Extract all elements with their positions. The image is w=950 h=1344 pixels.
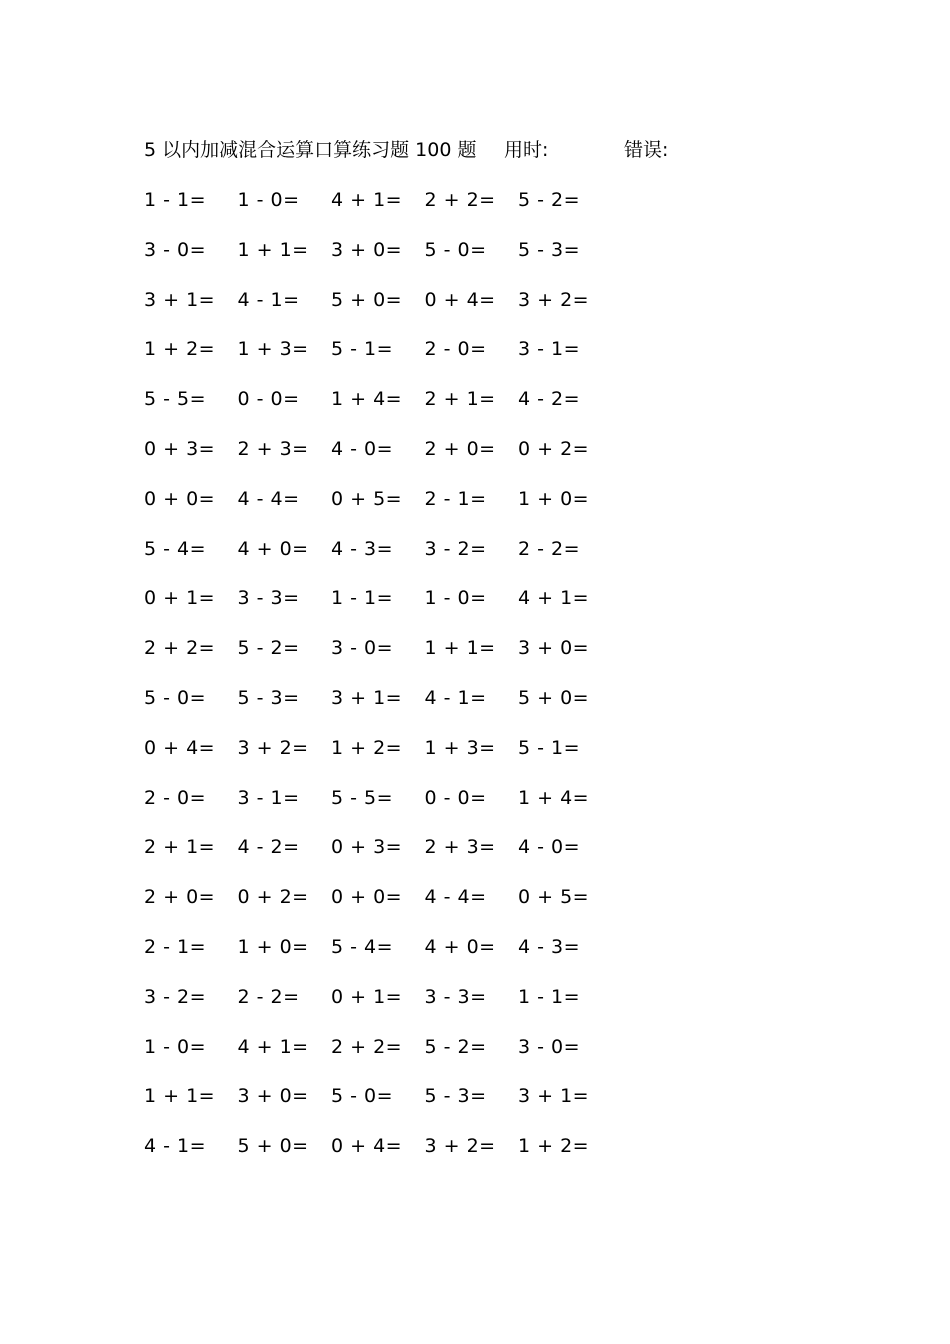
problem-item: 2 + 3=: [237, 437, 309, 460]
problem-item: 2 + 0=: [424, 437, 496, 460]
problem-item: 3 - 1=: [518, 338, 581, 361]
problem-item: 4 - 4=: [237, 487, 300, 510]
problem-item: 4 - 0=: [518, 836, 581, 859]
problem-item: 5 - 4=: [331, 935, 394, 958]
problem-item: 2 - 1=: [144, 935, 207, 958]
problem-row: [144, 385, 644, 435]
problem-item: 5 - 4=: [144, 537, 207, 560]
problem-item: 2 + 1=: [144, 836, 216, 859]
problem-item: 1 + 0=: [518, 487, 590, 510]
problem-row: [144, 435, 644, 485]
problem-row: [144, 833, 644, 883]
problem-item: 3 - 3=: [424, 985, 487, 1008]
problem-row: [144, 933, 644, 983]
problem-item: 5 - 3=: [424, 1085, 487, 1108]
problem-row: [144, 734, 644, 784]
problem-item: 5 - 1=: [518, 736, 581, 759]
problem-item: 2 - 1=: [424, 487, 487, 510]
problem-item: 3 + 1=: [331, 686, 403, 709]
problem-row: [144, 584, 644, 634]
problem-item: 0 + 4=: [144, 736, 216, 759]
problem-item: 1 + 3=: [424, 736, 496, 759]
problem-item: 4 - 1=: [424, 686, 487, 709]
problem-item: 4 + 1=: [518, 587, 590, 610]
problem-item: 0 + 1=: [331, 985, 403, 1008]
problem-row: [144, 883, 644, 933]
worksheet-header: [144, 136, 744, 164]
problem-item: 0 + 1=: [144, 587, 216, 610]
problem-item: 4 - 1=: [237, 288, 300, 311]
problem-item: 2 - 0=: [424, 338, 487, 361]
problem-item: 1 - 1=: [144, 189, 207, 211]
problem-item: 3 + 1=: [518, 1085, 590, 1108]
problem-item: 5 + 0=: [237, 1135, 309, 1158]
problem-item: 0 + 2=: [237, 886, 309, 909]
problem-item: 5 - 3=: [237, 686, 300, 709]
problem-item: 3 + 0=: [237, 1085, 309, 1108]
problem-item: 1 - 0=: [237, 189, 300, 211]
problem-item: 5 - 3=: [518, 238, 581, 261]
problem-row: [144, 983, 644, 1033]
problem-row: [144, 485, 644, 535]
problem-item: 1 - 1=: [518, 985, 581, 1008]
problem-item: 5 - 1=: [331, 338, 394, 361]
problem-item: 1 + 4=: [518, 786, 590, 809]
problem-item: 0 + 2=: [518, 437, 590, 460]
problem-item: 5 + 0=: [331, 288, 403, 311]
problem-row: [144, 535, 644, 585]
problem-row: [144, 236, 644, 286]
problem-item: 4 - 2=: [237, 836, 300, 859]
problem-item: 3 - 3=: [237, 587, 300, 610]
problem-item: 4 - 2=: [518, 388, 581, 411]
problem-item: 2 + 3=: [424, 836, 496, 859]
problem-item: 5 - 5=: [144, 388, 207, 411]
problem-item: 0 + 0=: [331, 886, 403, 909]
problem-item: 1 + 1=: [237, 238, 309, 261]
problem-item: 0 + 0=: [144, 487, 216, 510]
problem-item: 0 + 3=: [144, 437, 216, 460]
problem-row: [144, 286, 644, 336]
problem-item: 1 + 1=: [424, 637, 496, 660]
problem-row: [144, 684, 644, 734]
problem-item: 0 + 4=: [424, 288, 496, 311]
problem-item: 1 + 2=: [331, 736, 403, 759]
problem-item: 4 + 0=: [237, 537, 309, 560]
problem-item: 3 - 0=: [518, 1035, 581, 1058]
problem-item: 5 - 5=: [331, 786, 394, 809]
problem-item: 4 + 1=: [331, 189, 403, 211]
worksheet-title: 5 以内加减混合运算口算练习题 100 题: [144, 139, 477, 161]
problem-item: 2 - 0=: [144, 786, 207, 809]
problem-item: 2 + 2=: [144, 637, 216, 660]
problem-row: [144, 784, 644, 834]
problem-row: [144, 1132, 644, 1182]
problem-item: 3 - 0=: [331, 637, 394, 660]
problem-item: 3 - 2=: [144, 985, 207, 1008]
problem-item: 2 + 0=: [144, 886, 216, 909]
problem-item: 3 + 0=: [331, 238, 403, 261]
problem-row: [144, 1082, 644, 1132]
problem-item: 4 - 3=: [331, 537, 394, 560]
problem-item: 3 + 1=: [144, 288, 216, 311]
problem-item: 5 - 0=: [144, 686, 207, 709]
problem-item: 1 + 2=: [144, 338, 216, 361]
problem-item: 1 + 0=: [237, 935, 309, 958]
problem-item: 5 - 2=: [424, 1035, 487, 1058]
problem-item: 4 - 3=: [518, 935, 581, 958]
problem-item: 2 - 2=: [237, 985, 300, 1008]
problem-item: 3 + 2=: [518, 288, 590, 311]
problem-item: 1 + 4=: [331, 388, 403, 411]
problem-item: 1 + 1=: [144, 1085, 216, 1108]
problem-row: [144, 186, 644, 236]
problem-item: 0 + 5=: [518, 886, 590, 909]
problem-item: 2 - 2=: [518, 537, 581, 560]
error-label: 错误:: [624, 139, 669, 161]
problem-item: 0 + 5=: [331, 487, 403, 510]
problem-item: 5 + 0=: [518, 686, 590, 709]
problem-item: 0 + 3=: [331, 836, 403, 859]
problem-item: 3 - 0=: [144, 238, 207, 261]
problem-item: 3 + 2=: [424, 1135, 496, 1158]
problem-item: 4 + 0=: [424, 935, 496, 958]
problem-item: 3 + 0=: [518, 637, 590, 660]
problem-grid: [144, 186, 644, 1182]
problem-item: 3 + 2=: [237, 736, 309, 759]
problem-item: 5 - 2=: [518, 189, 581, 211]
problem-item: 2 + 2=: [424, 189, 496, 211]
problem-item: 1 + 2=: [518, 1135, 590, 1158]
problem-item: 2 + 2=: [331, 1035, 403, 1058]
problem-item: 1 - 0=: [144, 1035, 207, 1058]
problem-item: 5 - 0=: [424, 238, 487, 261]
problem-item: 3 - 2=: [424, 537, 487, 560]
problem-item: 1 - 1=: [331, 587, 394, 610]
problem-row: [144, 634, 644, 684]
problem-item: 3 - 1=: [237, 786, 300, 809]
time-label: 用时:: [504, 139, 549, 161]
problem-item: 4 - 4=: [424, 886, 487, 909]
problem-item: 0 - 0=: [237, 388, 300, 411]
problem-item: 4 + 1=: [237, 1035, 309, 1058]
problem-item: 5 - 2=: [237, 637, 300, 660]
problem-item: 1 + 3=: [237, 338, 309, 361]
problem-item: 4 - 0=: [331, 437, 394, 460]
problem-row: [144, 335, 644, 385]
problem-item: 5 - 0=: [331, 1085, 394, 1108]
problem-item: 0 - 0=: [424, 786, 487, 809]
problem-item: 0 + 4=: [331, 1135, 403, 1158]
problem-item: 1 - 0=: [424, 587, 487, 610]
problem-row: [144, 1033, 644, 1083]
problem-item: 2 + 1=: [424, 388, 496, 411]
problem-item: 4 - 1=: [144, 1135, 207, 1158]
